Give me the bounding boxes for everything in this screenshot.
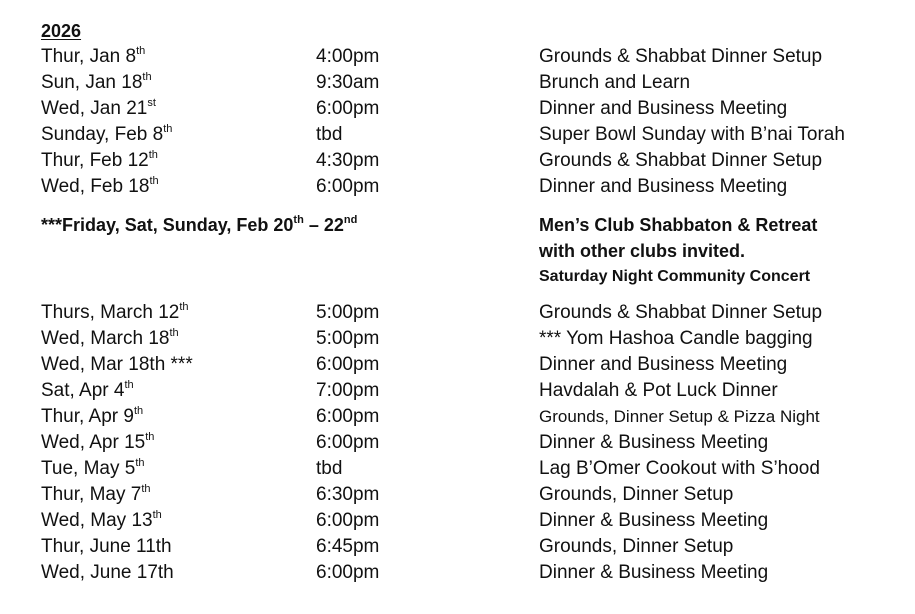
special-event-date: ***Friday, Sat, Sunday, Feb 20th – 22nd xyxy=(41,214,358,235)
schedule-row xyxy=(0,327,915,351)
event-date: Sunday, Feb 8th xyxy=(41,122,173,145)
schedule-row xyxy=(0,431,915,455)
event-date: Thur, Apr 9th xyxy=(41,404,144,427)
event-date: Sat, Apr 4th xyxy=(41,378,134,401)
event-title: Grounds, Dinner Setup & Pizza Night xyxy=(539,407,820,426)
event-title: Grounds, Dinner Setup xyxy=(539,536,734,557)
event-title: Grounds & Shabbat Dinner Setup xyxy=(539,46,823,67)
special-event-note: Saturday Night Community Concert xyxy=(539,268,811,285)
schedule-row xyxy=(0,379,915,403)
schedule-row xyxy=(0,483,915,507)
event-title: Dinner & Business Meeting xyxy=(539,510,769,531)
event-title: Dinner and Business Meeting xyxy=(539,98,788,119)
event-title: Brunch and Learn xyxy=(539,72,691,93)
schedule-row xyxy=(0,509,915,533)
event-date: Wed, Apr 15th xyxy=(41,430,155,453)
event-title: Super Bowl Sunday with B’nai Torah xyxy=(539,124,845,145)
event-title: Dinner & Business Meeting xyxy=(539,562,769,583)
event-title: Lag B’Omer Cookout with S’hood xyxy=(539,458,820,479)
event-time: 6:00pm xyxy=(316,510,380,531)
event-date: Wed, June 17th xyxy=(41,562,174,583)
schedule-row xyxy=(0,123,915,147)
special-event-subtitle: with other clubs invited. xyxy=(539,241,746,261)
schedule-row xyxy=(0,97,915,121)
event-time: tbd xyxy=(316,124,343,145)
event-date: Wed, Mar 18th *** xyxy=(41,354,193,375)
event-time: 6:45pm xyxy=(316,536,380,557)
event-time: 6:00pm xyxy=(316,432,380,453)
event-time: 6:00pm xyxy=(316,562,380,583)
event-date: Thur, Jan 8th xyxy=(41,44,146,67)
event-title: Dinner and Business Meeting xyxy=(539,176,788,197)
event-time: 6:00pm xyxy=(316,354,380,375)
schedule-row xyxy=(0,535,915,559)
event-time: 7:00pm xyxy=(316,380,380,401)
schedule-row xyxy=(0,45,915,69)
event-title: Grounds, Dinner Setup xyxy=(539,484,734,505)
schedule-row xyxy=(0,561,915,585)
event-date: Wed, March 18th xyxy=(41,326,179,349)
schedule-row xyxy=(0,301,915,325)
event-date: Sun, Jan 18th xyxy=(41,70,152,93)
event-time: 5:00pm xyxy=(316,328,380,349)
event-title: Grounds & Shabbat Dinner Setup xyxy=(539,150,823,171)
event-time: 6:00pm xyxy=(316,176,380,197)
event-time: 9:30am xyxy=(316,72,380,93)
schedule-row xyxy=(0,457,915,481)
event-date: Thur, Feb 12th xyxy=(41,148,158,171)
event-title: Dinner and Business Meeting xyxy=(539,354,788,375)
schedule-row xyxy=(0,149,915,173)
year-heading: 2026 xyxy=(41,21,82,41)
event-date: Thur, May 7th xyxy=(41,482,151,505)
event-title: Dinner & Business Meeting xyxy=(539,432,769,453)
event-date: Tue, May 5th xyxy=(41,456,145,479)
schedule-row xyxy=(0,71,915,95)
schedule-row xyxy=(0,353,915,377)
schedule-row xyxy=(0,175,915,199)
event-date: Thur, June 11th xyxy=(41,536,172,557)
event-date: Wed, May 13th xyxy=(41,508,162,531)
event-time: tbd xyxy=(316,458,343,479)
event-title: Havdalah & Pot Luck Dinner xyxy=(539,380,778,401)
event-title: *** Yom Hashoa Candle bagging xyxy=(539,328,813,349)
event-time: 6:00pm xyxy=(316,98,380,119)
schedule-row xyxy=(0,405,915,429)
event-date: Thurs, March 12th xyxy=(41,300,189,323)
event-time: 5:00pm xyxy=(316,302,380,323)
event-time: 6:00pm xyxy=(316,406,380,427)
event-time: 4:00pm xyxy=(316,46,380,67)
event-date: Wed, Feb 18th xyxy=(41,174,159,197)
special-event-title: Men’s Club Shabbaton & Retreat xyxy=(539,215,818,235)
event-time: 6:30pm xyxy=(316,484,380,505)
event-title: Grounds & Shabbat Dinner Setup xyxy=(539,302,823,323)
event-time: 4:30pm xyxy=(316,150,380,171)
event-date: Wed, Jan 21st xyxy=(41,96,156,119)
